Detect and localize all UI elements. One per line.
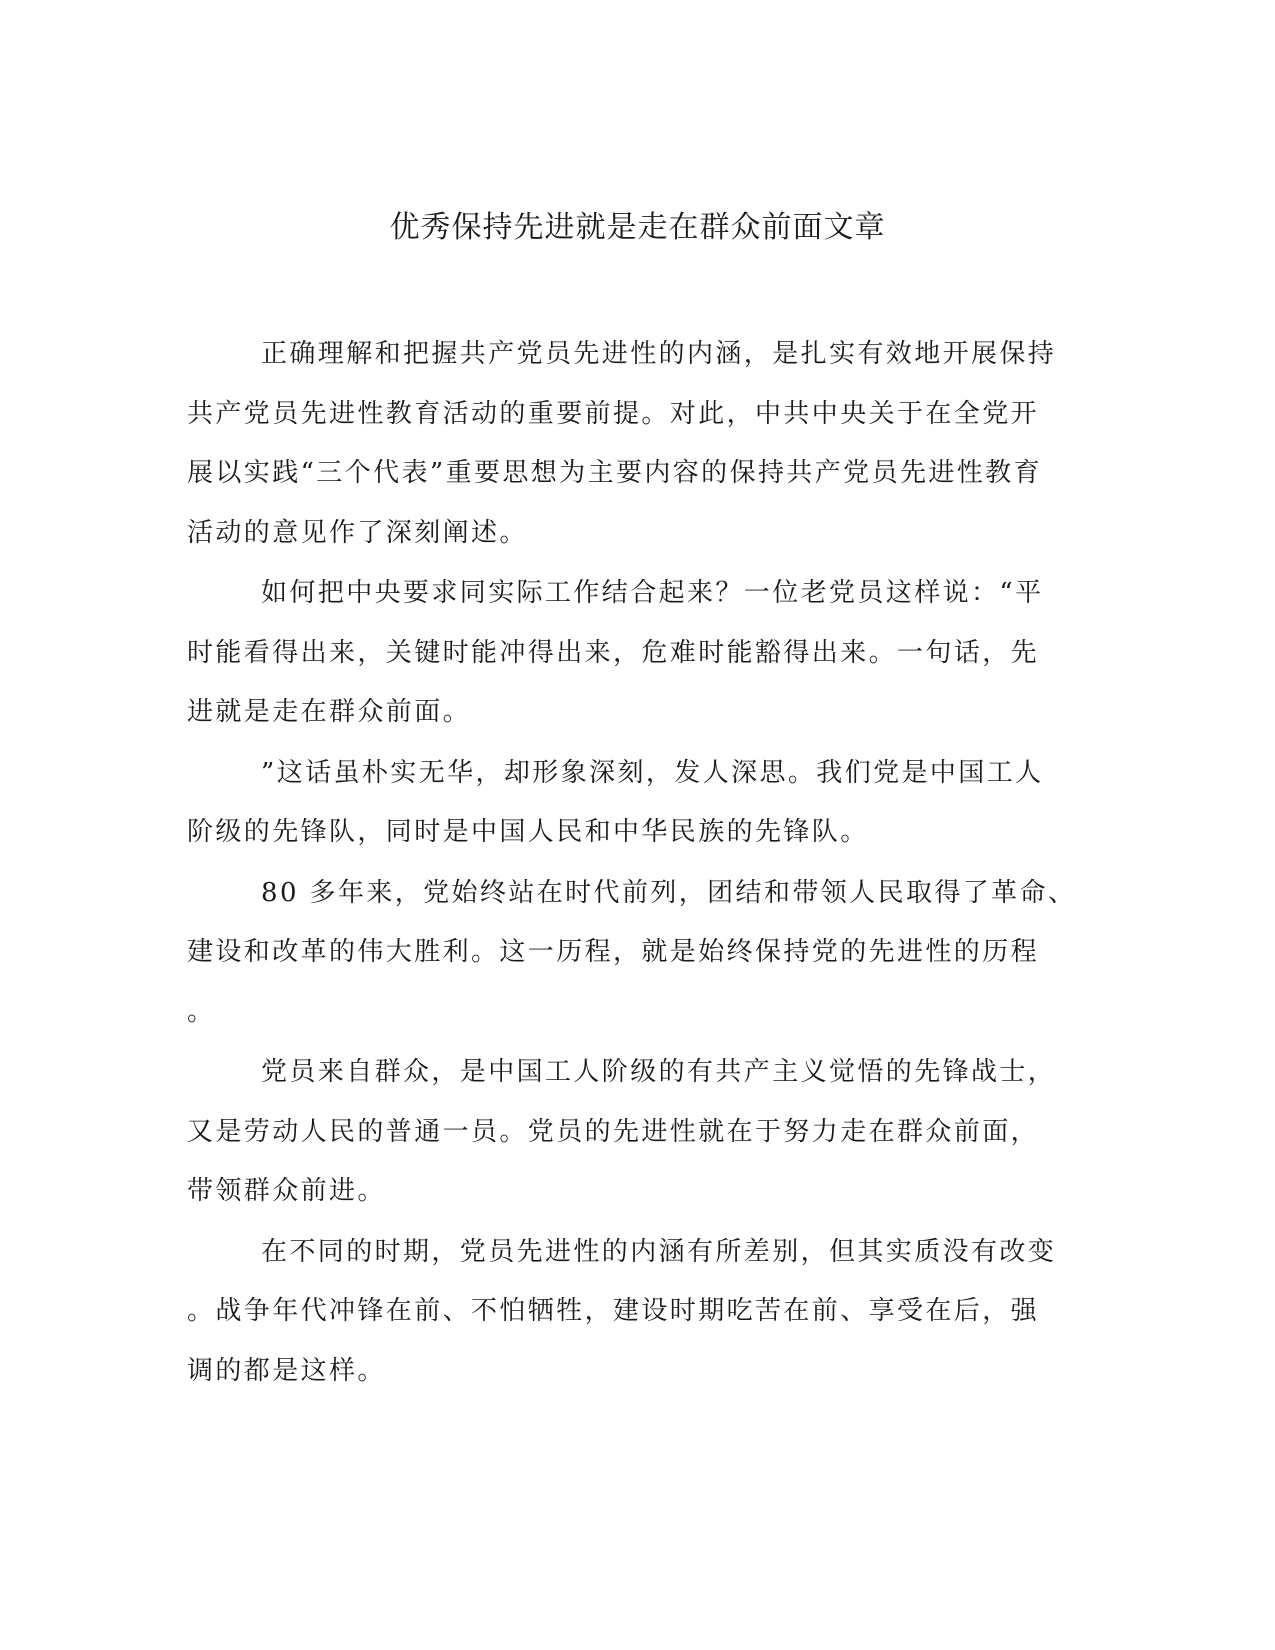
paragraph-5 [187,1043,1067,1222]
paragraph-line: 在不同的时期，党员先进性的内涵有所差别，但其实质没有改变 [261,1236,1057,1267]
paragraph-line: 进就是走在群众前面。 [187,697,472,727]
paragraph-6 [187,1223,1067,1402]
paragraph-line: 活动的意见作了深刻阐述。 [187,517,528,548]
paragraph-line: ”这话虽朴实无华，却形象深刻，发人深思。我们党是中国工人 [261,757,1044,788]
paragraph-line: 带领群众前进。 [187,1176,386,1206]
paragraph-line: 阶级的先锋队，同时是中国人民和中华民族的先锋队。 [187,817,869,847]
document-title: 优秀保持先进就是走在群众前面文章 [389,210,886,245]
paragraph-line: 建设和改革的伟大胜利。这一历程，就是始终保持党的先进性的历程 [187,937,1040,967]
paragraph-line: 。 [187,996,216,1027]
paragraph-line: 。战争年代冲锋在前、不怕牺牲，建设时期吃苦在前、享受在后，强 [187,1296,1040,1326]
document-body [187,325,1077,1402]
paragraph-line: 共产党员先进性教育活动的重要前提。对此，中共中央关于在全党开 [187,398,1040,429]
paragraph-line: 正确理解和把握共产党员先进性的内涵，是扎实有效地开展保持 [261,339,1057,369]
paragraph-line: 展以实践“三个代表”重要思想为主要内容的保持共产党员先进性教育 [187,458,1042,488]
paragraph-line: 时能看得出来，关键时能冲得出来，危难时能豁得出来。一句话，先 [187,637,1040,668]
paragraph-1 [187,325,1067,563]
paragraph-line: 又是劳动人民的普通一员。党员的先进性就在于努力走在群众前面， [187,1116,1040,1147]
paragraph-line: 党员来自群众，是中国工人阶级的有共产主义觉悟的先锋战士， [261,1057,1057,1087]
paragraph-4 [187,864,1077,1043]
paragraph-line: 如何把中央要求同实际工作结合起来？一位老党员这样说：“平 [261,578,1044,608]
paragraph-line: 80 多年来，党始终站在时代前列，团结和带领人民取得了革命、 [261,877,1077,908]
paragraph-2 [187,564,1067,743]
paragraph-3 [187,744,1067,863]
paragraph-line: 调的都是这样。 [187,1355,386,1386]
